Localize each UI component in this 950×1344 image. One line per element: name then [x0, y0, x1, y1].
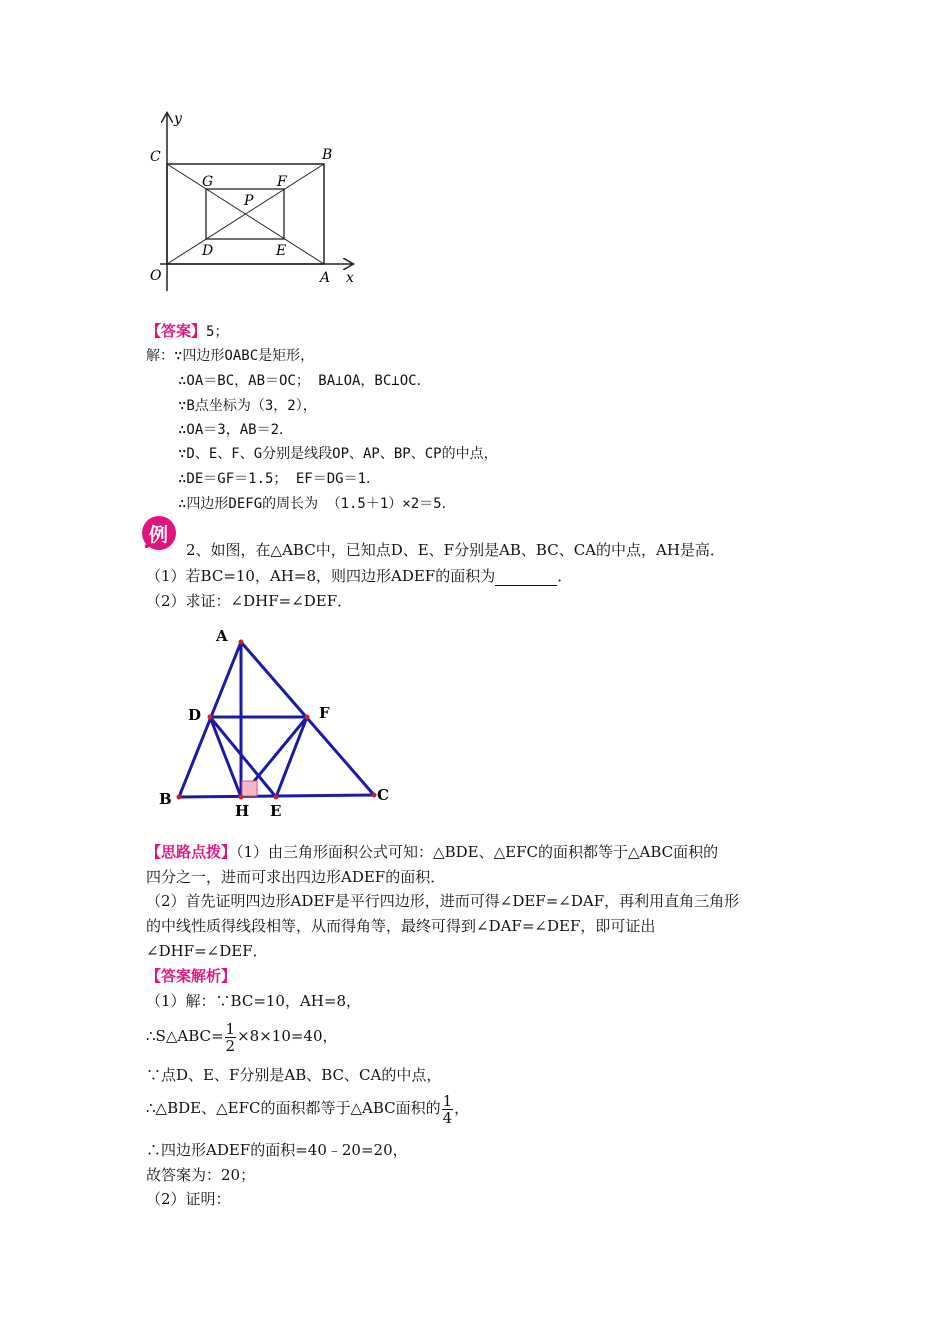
answer-tag: 【答案】: [146, 322, 207, 340]
answer-blank: [495, 570, 557, 586]
figure-triangle-abc: [150, 620, 400, 820]
label-d: D: [188, 706, 202, 724]
analysis-line-5: ∴四边形ADEF的面积=40﹣20=20，: [146, 1141, 408, 1159]
analysis-l2-suffix: ×8×10=40，: [237, 1027, 338, 1045]
hint-line-3: （2）首先证明四边形ADEF是平行四边形，进而可得∠DEF=∠DAF，再利用直角三角形: [146, 892, 740, 910]
vertex-points: [177, 640, 377, 800]
hint-line-5: ∠DHF=∠DEF．: [146, 942, 268, 960]
example-badge-text: 例: [149, 524, 169, 546]
label-b: B: [159, 790, 172, 808]
example2-part1-prefix: （1）若BC=10，AH=8，则四边形ADEF的面积为: [146, 567, 496, 585]
label-c: C: [377, 786, 389, 804]
analysis-line-1: （1）解：∵BC=10，AH=8，: [146, 992, 362, 1010]
label-g: G: [202, 174, 214, 190]
label-o: O: [150, 268, 162, 284]
analysis-l2-prefix: ∴S△ABC=: [146, 1027, 224, 1045]
label-a: A: [216, 627, 228, 645]
right-angle-mark: [242, 781, 257, 796]
hint-tag: 【思路点拨】: [146, 843, 237, 861]
analysis-line-7: （2）证明：: [146, 1190, 231, 1208]
label-a: A: [320, 270, 331, 286]
label-y: y: [174, 111, 182, 127]
triangle-lines: [179, 642, 374, 797]
analysis-line-3: ∵点D、E、F分别是AB、BC、CA的中点，: [146, 1066, 442, 1084]
analysis-l4-prefix: ∴△BDE、△EFC的面积都等于△ABC面积的: [146, 1099, 441, 1117]
label-e: E: [276, 243, 287, 259]
analysis-tag: 【答案解析】: [146, 967, 237, 985]
label-p: P: [244, 193, 254, 209]
label-h: H: [235, 802, 250, 820]
fraction-one-half: $\frac{1}{2}$: [225, 1019, 236, 1055]
hint-text-1: （1）由三角形面积公式可知：△BDE、△EFC的面积都等于△ABC面积的: [236, 843, 719, 861]
answer1-value: 5；: [206, 324, 229, 340]
answer1-line-5: ∵D、E、F、G分别是线段OP、AP、BP、CP的中点，: [178, 446, 498, 462]
example2-part1: [146, 566, 572, 586]
analysis-heading: [146, 966, 236, 986]
analysis-l4-suffix: ，: [454, 1099, 470, 1117]
answer1-line-3: ∵B点坐标为（3，2），: [178, 398, 317, 414]
example2-question: 2、如图，在△ABC中，已知点D、E、F分别是AB、BC、CA的中点，AH是高．: [186, 541, 725, 559]
hint-line-2: 四分之一，进而可求出四边形ADEF的面积．: [146, 868, 446, 886]
label-x: x: [346, 270, 354, 286]
analysis-line-6: 故答案为：20；: [146, 1166, 256, 1184]
fraction-one-quarter: $\frac{1}{4}$: [442, 1091, 453, 1127]
figure-rectangle-oabc: [140, 106, 370, 302]
answer1-line-2: ∴OA＝BC，AB＝OC； BA⊥OA，BC⊥OC．: [178, 373, 431, 389]
hint-line-4: 的中线性质得线段相等，从而得角等，最终可得到∠DAF=∠DEF，即可证出: [146, 917, 656, 935]
answer1-line-7: ∴四边形DEFG的周长为 （1.5＋1）×2＝5．: [178, 496, 456, 512]
label-b: B: [322, 147, 333, 163]
analysis-line-4: [146, 1088, 469, 1128]
label-f: F: [319, 704, 330, 722]
answer1-heading: [146, 321, 228, 342]
example2-part1-suffix: ．: [557, 567, 573, 585]
example-badge-icon: [140, 514, 178, 552]
hint-line-1: [146, 842, 718, 862]
answer1-line-1: 解：∵四边形OABC是矩形，: [146, 348, 315, 364]
answer1-line-4: ∴OA＝3，AB＝2．: [178, 422, 294, 438]
label-f: F: [277, 174, 287, 190]
label-d: D: [202, 243, 214, 259]
label-c: C: [150, 149, 161, 165]
example2-part2: （2）求证：∠DHF=∠DEF．: [146, 592, 353, 610]
answer1-line-6: ∴DE＝GF＝1.5； EF＝DG＝1．: [178, 471, 381, 487]
analysis-line-2: [146, 1016, 338, 1056]
label-e: E: [270, 802, 282, 820]
